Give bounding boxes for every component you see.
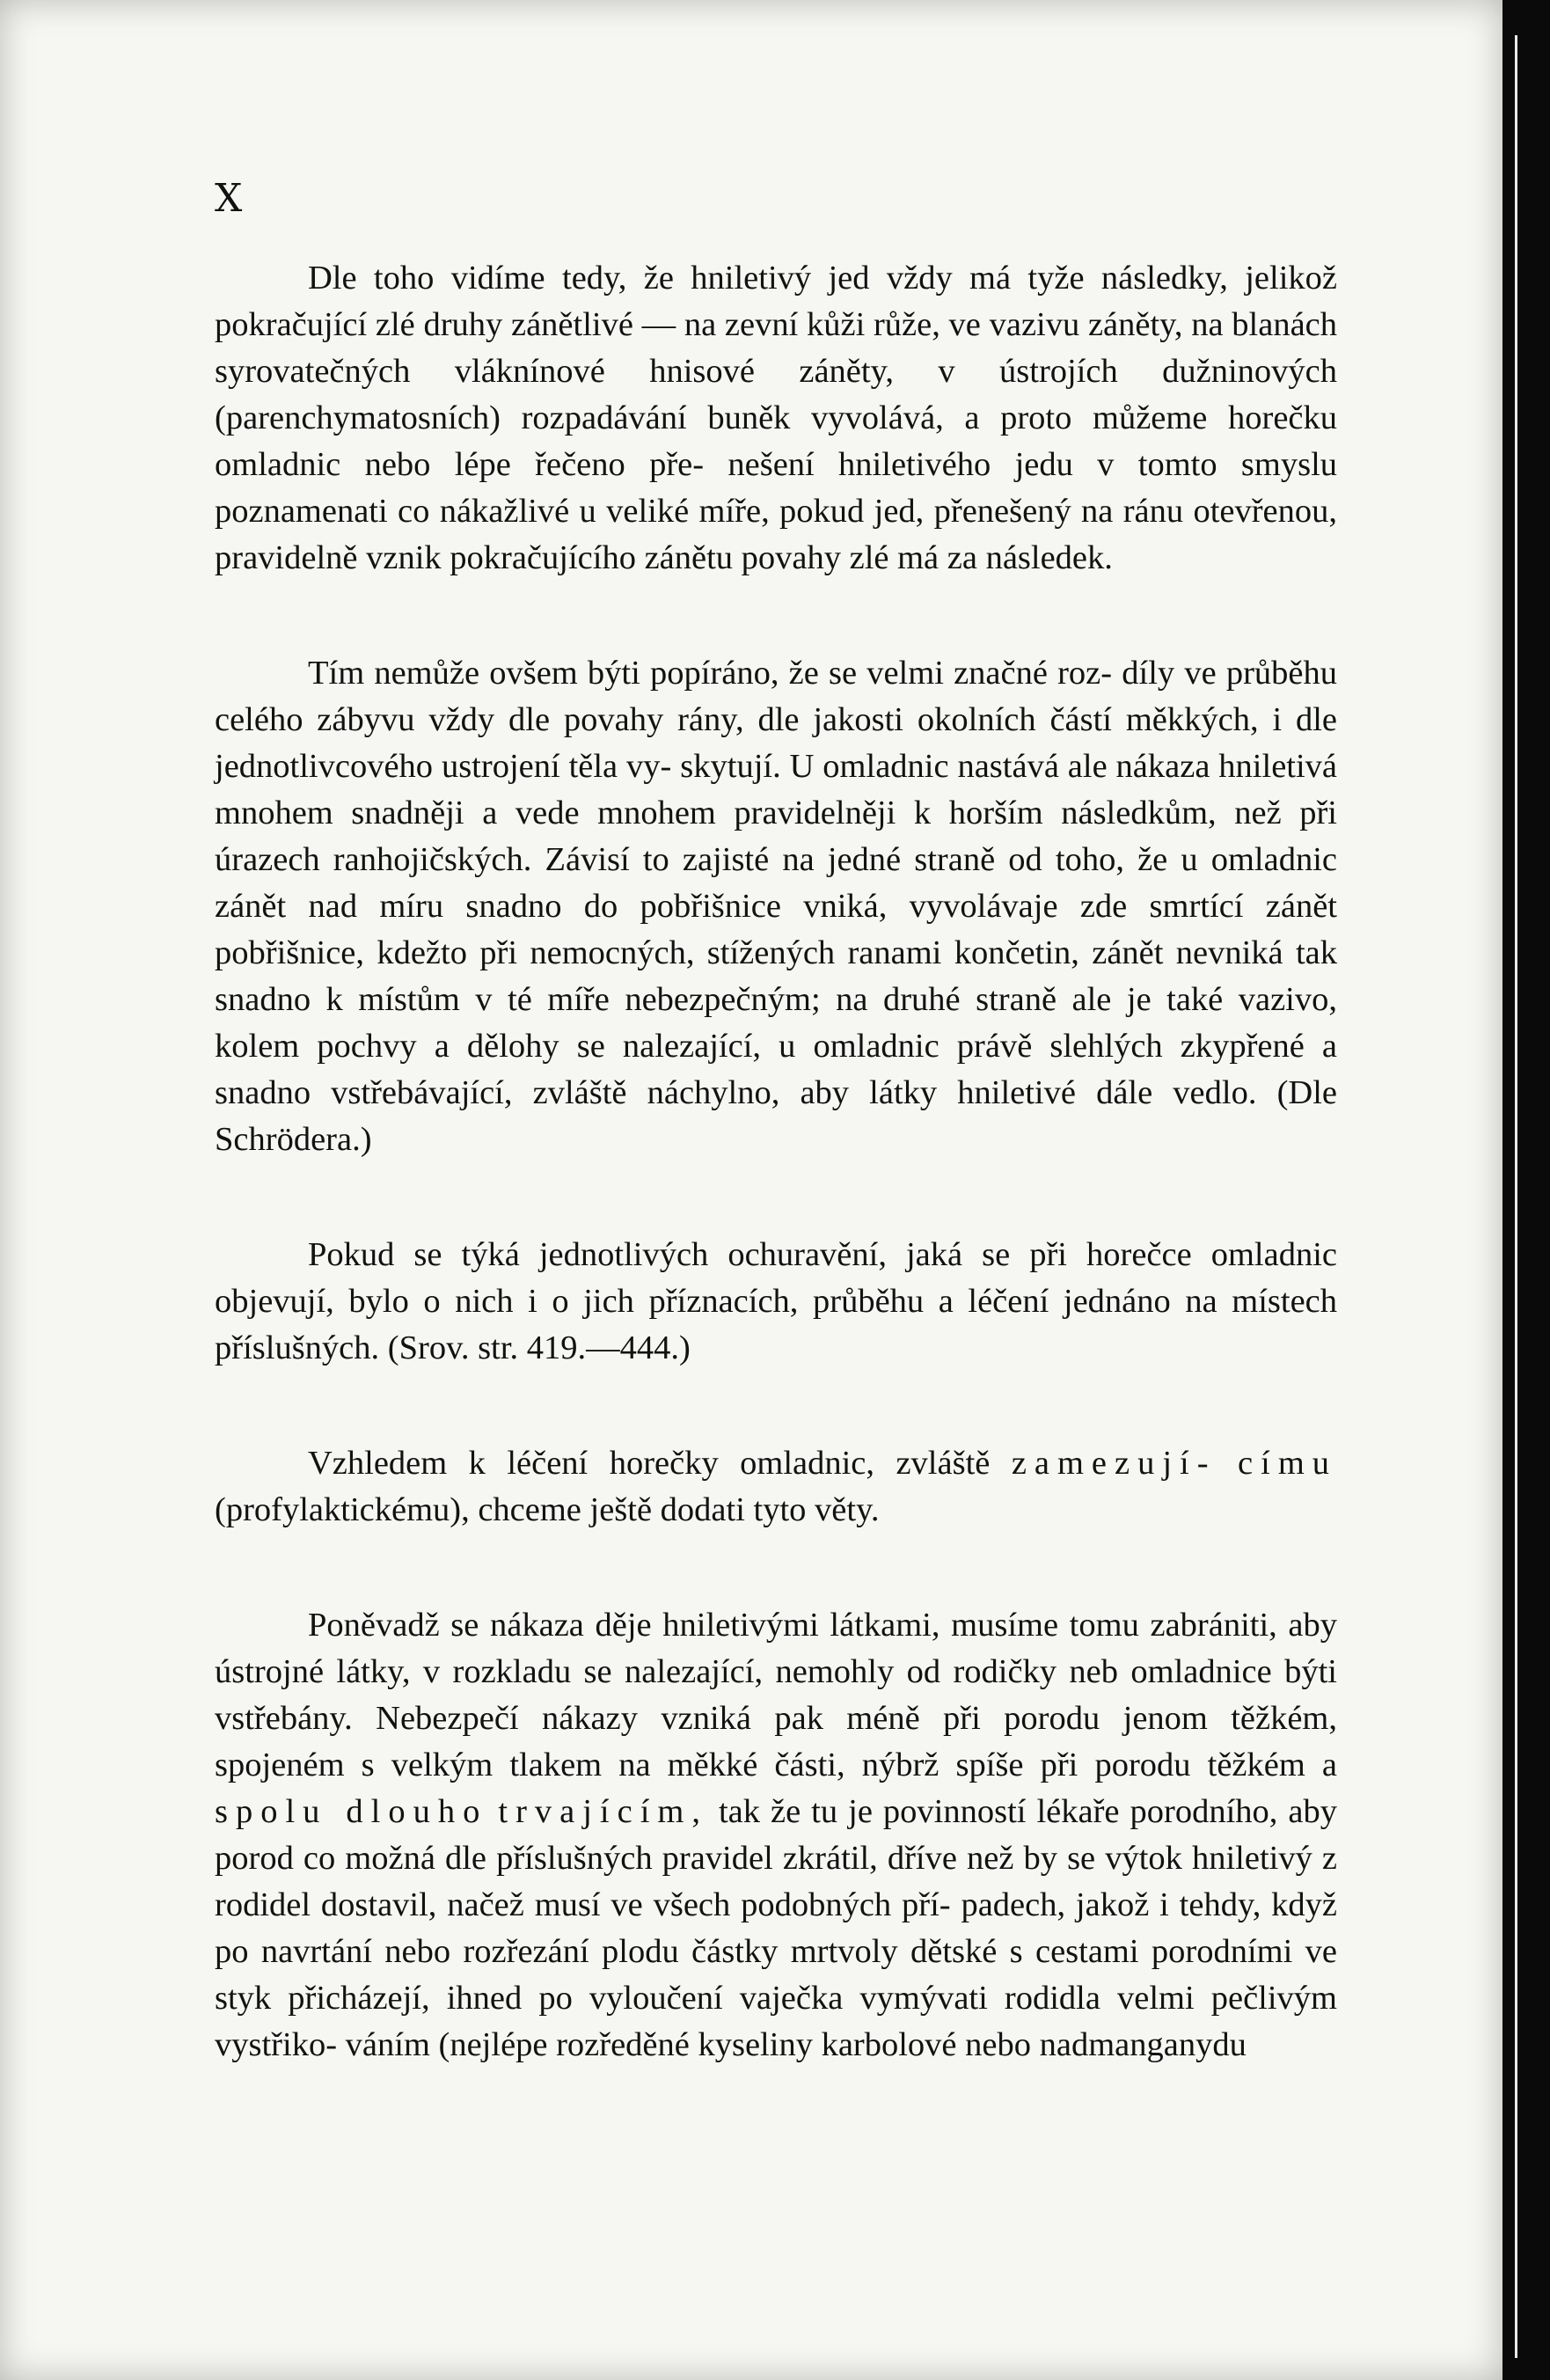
emphasized-text: trvajícím, [498, 1793, 708, 1830]
text-line: co možná dle příslušných pravidel zkrátil, dříve než by se výtok [303, 1840, 1182, 1877]
text-line: skytují. U omladnic nastává ale nákaza hniletivá mnohem snadněji [215, 748, 1338, 831]
text-segment: (profylaktickému), chceme ještě dodati tyto věty. [215, 1491, 880, 1528]
text-line: okolních částí měkkých, i dle jednotlivcového ustrojení těla vy- [215, 701, 1338, 785]
text-line: Pokud se týká jednotlivých ochuravění, jaká se při horečce [308, 1236, 1192, 1273]
text-line: padech, jakož i tehdy, když po navrtání nebo rozřezání plodu [215, 1886, 1337, 1970]
paragraph-4 [215, 1440, 1337, 1534]
text-line: váním (nejlépe rozředěné kyseliny karbolové nebo nadmanganydu [345, 2026, 1247, 2063]
paragraph-3 [215, 1232, 1337, 1372]
emphasized-text: címu [1238, 1445, 1338, 1482]
text-line: nešení hniletivého jedu v tomto smyslu poznamenati co nákažlivé [215, 446, 1338, 530]
text-line: díly ve průběhu celého zábyvu vždy dle povahy rány, dle jakosti [215, 655, 1338, 738]
text-line: v ústrojích dužninových (parenchymatosních) rozpadávání buněk [215, 353, 1338, 436]
text-line: zabrániti, aby ústrojné látky, v rozkladu se nalezající, nemohly [215, 1607, 1338, 1690]
text-line: po vyloučení vaječka vymývati rodidla velmi pečlivým vystřiko- [215, 1980, 1338, 2063]
text-line: jednáno na místech příslušných. (Srov. str. 419.—444.) [215, 1283, 1337, 1366]
text-line: vyvolává, a proto můžeme horečku omladnic nebo lépe řečeno pře- [215, 399, 1338, 483]
text-line: Dle toho vidíme tedy, že hniletivý jed vždy má tyže následky, [308, 260, 1228, 297]
text-line: straně ale je také vazivo, kolem pochvy a dělohy se nalezající, [215, 981, 1337, 1065]
text-segment: na měkké části, nýbrž spíše při porodu těžkém a [618, 1747, 1337, 1783]
text-line: omladnic objevují, bylo o nich i o jich příznacích, průběhu a léčení [215, 1236, 1337, 1320]
text-line: vznik pokračujícího zánětu povahy zlé má za následek. [366, 539, 1113, 576]
text-line: Tím nemůže ovšem býti popíráno, že se velmi značné roz- [308, 655, 1113, 692]
text-segment: Vzhledem k léčení horečky omladnic, zvláště [308, 1445, 1012, 1482]
text-line: ranhojičských. Závisí to zajisté na jedné straně od toho, že u omladnic [333, 841, 1337, 878]
text-line: vazivu záněty, na blanách syrovatečných vláknínové hnisové záněty, [215, 306, 1337, 390]
text-line: zánět pobřišnice, kdežto při nemocných, stížených ranami končetin, [215, 888, 1337, 971]
text-line: pak méně při porodu jenom těžkém, spojeném s velkým tlakem [215, 1700, 1337, 1783]
text-line: zánět nad míru snadno do pobřišnice vniká, vyvolávaje zde smrtící [215, 888, 1244, 925]
emphasized-text: zamezují- [1011, 1445, 1217, 1482]
body-text [215, 255, 1337, 2069]
text-line: jelikož pokračující zlé druhy zánětlivé — na zevní kůži růže, ve [215, 260, 1337, 343]
paragraph-2 [215, 650, 1337, 1163]
text-line: hniletivý z rodidel dostavil, načež musí ve všech podobných pří- [215, 1840, 1337, 1923]
page-number: X [215, 176, 243, 221]
text-line: u omladnic právě slehlých zkypřené a snadno vstřebávající, zvláště [215, 1028, 1337, 1111]
text-line: částky mrtvoly dětské s cestami porodními ve styk přicházejí, ihned [215, 1933, 1337, 2017]
text-line: zánět nevniká tak snadno k místům v té míře nebezpečným; na druhé [215, 934, 1338, 1018]
text-line: u veliké míře, pokud jed, přenešený na ránu otevřenou, pravidelně [215, 493, 1338, 576]
page-edge-line [1515, 35, 1517, 2358]
text-line: od rodičky neb omladnice býti vstřebány. Nebezpečí nákazy vzniká [215, 1653, 1337, 1737]
paragraph-5 [215, 1602, 1337, 2069]
text-line: náchylno, aby látky hniletivé dále vedlo. (Dle Schrödera.) [215, 1074, 1337, 1158]
text-line: Poněvadž se nákaza děje hniletivými látkami, musíme tomu [308, 1607, 1139, 1644]
emphasized-text: spolu dlouho [215, 1793, 488, 1830]
paragraph-1 [215, 255, 1337, 582]
scan-border [1502, 0, 1550, 2380]
text-line: a vede mnohem pravidelněji k horším následkům, než při úrazech [215, 795, 1337, 878]
text-segment: tak že tu je povinností lékaře porodního, aby porod [215, 1793, 1337, 1877]
